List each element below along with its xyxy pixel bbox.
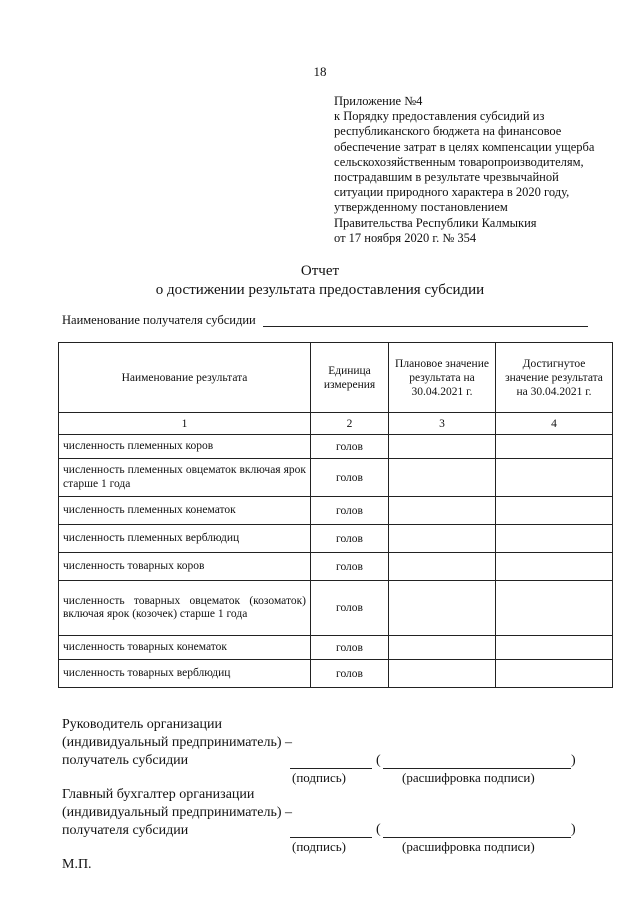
- header-unit: Единица измерения: [311, 343, 389, 413]
- result-unit: голов: [311, 435, 389, 459]
- table-row: [59, 459, 613, 497]
- planned-value-cell[interactable]: [389, 553, 496, 581]
- achieved-value-cell[interactable]: [496, 660, 613, 688]
- head-open-paren: (: [376, 753, 381, 768]
- accountant-label-line: Главный бухгалтер организации: [62, 787, 255, 802]
- achieved-value-cell[interactable]: [496, 553, 613, 581]
- result-name: численность племенных коров: [59, 435, 311, 459]
- head-sign-caption: (подпись): [292, 770, 346, 785]
- achieved-value-cell[interactable]: [496, 435, 613, 459]
- title-line-2: о достижении результата предоставления субсидии: [155, 282, 485, 298]
- column-number: 3: [389, 413, 496, 435]
- planned-value-cell[interactable]: [389, 435, 496, 459]
- appendix-line: пострадавшим в результате чрезвычайной: [334, 170, 559, 185]
- appendix-line: утвержденному постановлением: [334, 200, 508, 215]
- results-table: [58, 342, 613, 688]
- appendix-line: сельскохозяйственным товаропроизводителям,: [334, 154, 584, 169]
- achieved-value-cell[interactable]: [496, 525, 613, 553]
- appendix-line: Приложение №4: [334, 94, 423, 108]
- accountant-close-paren: ): [571, 822, 576, 837]
- planned-value-cell[interactable]: [389, 581, 496, 636]
- head-decode-caption: (расшифровка подписи): [402, 770, 535, 785]
- accountant-sign-caption: (подпись): [292, 839, 346, 854]
- achieved-value-cell[interactable]: [496, 459, 613, 497]
- planned-value-cell[interactable]: [389, 459, 496, 497]
- accountant-signature-labels: [62, 786, 292, 840]
- appendix-line: обеспечение затрат в целях компенсации ущерба: [334, 139, 595, 154]
- head-label-line: Руководитель организации: [62, 717, 222, 732]
- planned-value-cell[interactable]: [389, 497, 496, 525]
- table-row: [59, 497, 613, 525]
- accountant-decode-line[interactable]: [383, 837, 571, 838]
- table-header-row: [59, 343, 613, 413]
- report-title: [0, 262, 640, 300]
- result-unit: голов: [311, 497, 389, 525]
- achieved-value-cell[interactable]: [496, 581, 613, 636]
- achieved-value-cell[interactable]: [496, 636, 613, 660]
- head-label-line: (индивидуальный предприниматель) –: [62, 735, 292, 750]
- head-decode-line[interactable]: [383, 768, 571, 769]
- result-name: численность товарных конематок: [59, 636, 311, 660]
- head-close-paren: ): [571, 753, 576, 768]
- result-unit: голов: [311, 581, 389, 636]
- header-result-name: Наименование результата: [59, 343, 311, 413]
- column-number: 2: [311, 413, 389, 435]
- appendix-line: от 17 ноября 2020 г. № 354: [334, 230, 477, 245]
- appendix-line: республиканского бюджета на финансовое: [334, 124, 562, 139]
- appendix-block: [334, 94, 624, 246]
- table-row: [59, 636, 613, 660]
- result-unit: голов: [311, 660, 389, 688]
- accountant-label-line: получателя субсидии: [62, 823, 189, 838]
- result-unit: голов: [311, 553, 389, 581]
- title-line-1: Отчет: [300, 263, 340, 279]
- result-name: численность племенных овцематок включая ярок старше 1 года: [59, 459, 311, 497]
- table-row: [59, 525, 613, 553]
- accountant-label-line: (индивидуальный предприниматель) –: [62, 805, 292, 820]
- accountant-signature-line[interactable]: [290, 837, 372, 838]
- head-signature-line[interactable]: [290, 768, 372, 769]
- result-name: численность товарных верблюдиц: [59, 660, 311, 688]
- head-label-line: получатель субсидии: [62, 753, 189, 768]
- head-signature-labels: [62, 716, 292, 770]
- column-number: 1: [59, 413, 311, 435]
- table-row: [59, 581, 613, 636]
- recipient-label: Наименование получателя субсидии: [62, 313, 256, 327]
- planned-value-cell[interactable]: [389, 660, 496, 688]
- table-row: [59, 435, 613, 459]
- planned-value-cell[interactable]: [389, 525, 496, 553]
- stamp-label: М.П.: [62, 857, 92, 872]
- table-row: [59, 553, 613, 581]
- table-row: [59, 660, 613, 688]
- achieved-value-cell[interactable]: [496, 497, 613, 525]
- appendix-line: ситуации природного характера в 2020 году,: [334, 185, 570, 200]
- result-unit: голов: [311, 525, 389, 553]
- recipient-blank-line[interactable]: [263, 326, 588, 327]
- header-achieved-value: Достигнутое значение результата на 30.04.2021 г.: [496, 343, 613, 413]
- result-name: численность племенных верблюдиц: [59, 525, 311, 553]
- appendix-line: Правительства Республики Калмыкия: [334, 215, 537, 230]
- result-name: численность товарных коров: [59, 553, 311, 581]
- header-planned-value: Плановое значение результата на 30.04.2021 г.: [389, 343, 496, 413]
- page-number: 18: [313, 64, 327, 79]
- column-number-row: [59, 413, 613, 435]
- accountant-decode-caption: (расшифровка подписи): [402, 839, 535, 854]
- result-name: численность товарных овцематок (козоматок) включая ярок (козочек) старше 1 года: [59, 581, 311, 636]
- column-number: 4: [496, 413, 613, 435]
- result-unit: голов: [311, 459, 389, 497]
- result-name: численность племенных конематок: [59, 497, 311, 525]
- result-unit: голов: [311, 636, 389, 660]
- appendix-line: к Порядку предоставления субсидий из: [334, 109, 545, 124]
- planned-value-cell[interactable]: [389, 636, 496, 660]
- accountant-open-paren: (: [376, 822, 381, 837]
